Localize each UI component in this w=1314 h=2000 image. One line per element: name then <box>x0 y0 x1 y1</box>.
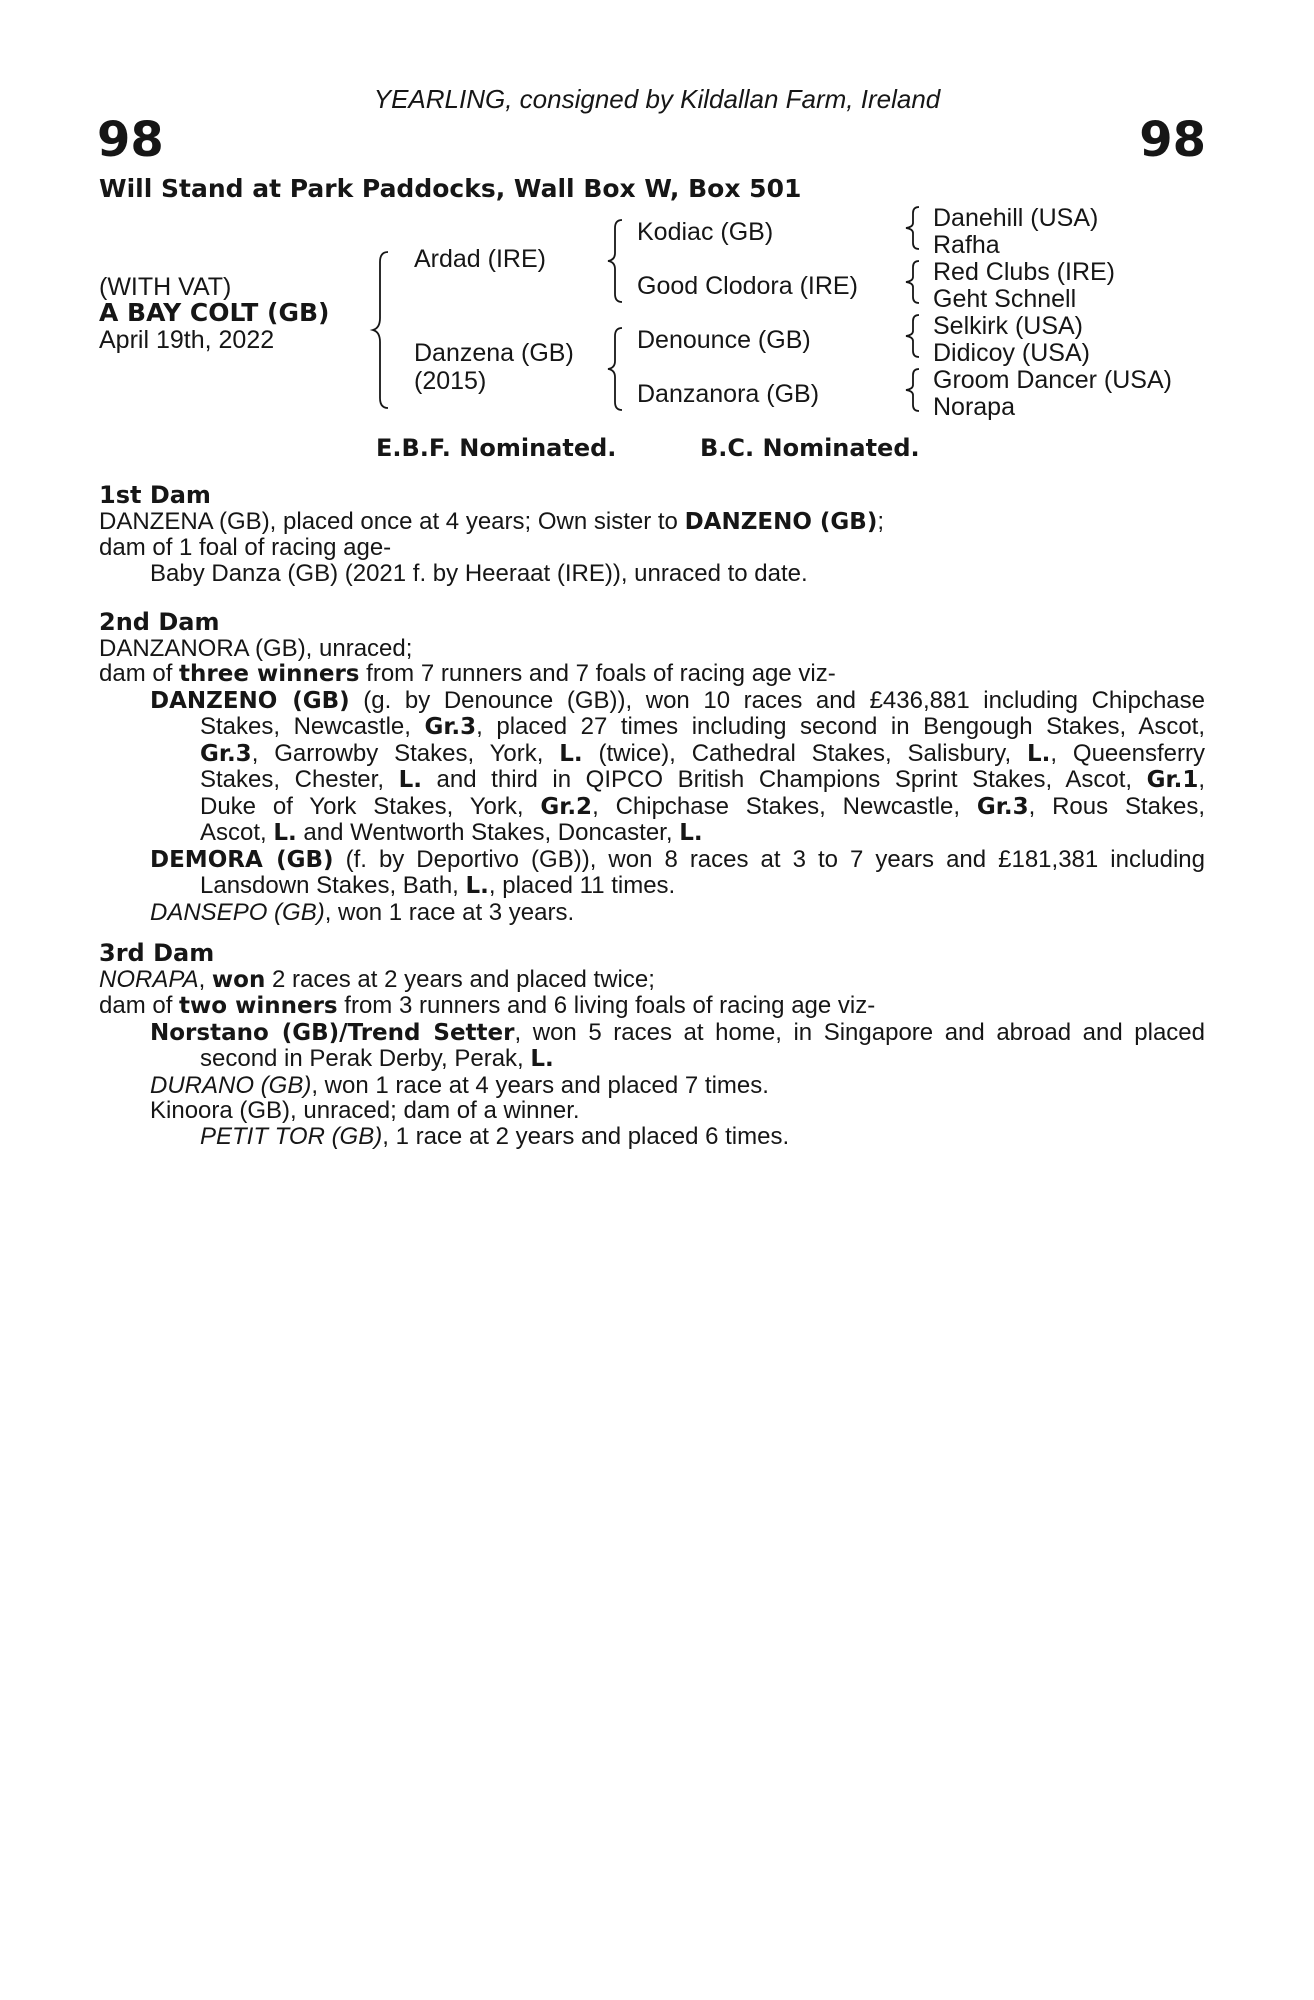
great-grandparent-5: Selkirk (USA) <box>933 312 1084 340</box>
third-dam-line-1: NORAPA, won 2 races at 2 years and placed twice; <box>99 965 655 993</box>
dam-sire: Denounce (GB) <box>637 326 811 354</box>
third-dam-produce-1-cont: second in Perak Derby, Perak, L. <box>200 1045 554 1072</box>
lot-number-right: 98 <box>1139 112 1206 168</box>
brace-denounce <box>903 313 923 359</box>
date-of-birth: April 19th, 2022 <box>99 326 275 354</box>
first-dam-line-1: DANZENA (GB), placed once at 4 years; Own sister to DANZENO (GB); <box>99 507 885 535</box>
second-dam-heading: 2nd Dam <box>99 608 220 636</box>
second-dam-line-1: DANZANORA (GB), unraced; <box>99 634 413 662</box>
brace-sire-line <box>606 218 626 304</box>
ebf-nominated: E.B.F. Nominated. <box>376 434 617 462</box>
great-grandparent-7: Groom Dancer (USA) <box>933 366 1172 394</box>
dam: Danzena (GB) <box>414 339 574 367</box>
first-dam-line-2: dam of 1 foal of racing age- <box>99 534 392 561</box>
sire-dam: Good Clodora (IRE) <box>637 272 858 300</box>
standing-location: Will Stand at Park Paddocks, Wall Box W, Box 501 <box>99 174 802 203</box>
third-dam-section <box>99 941 1205 1149</box>
second-dam-produce-2-cont: Lansdown Stakes, Bath, L., placed 11 times. <box>200 872 676 899</box>
great-grandparent-8: Norapa <box>933 393 1015 421</box>
third-dam-produce-3: Kinoora (GB), unraced; dam of a winner. <box>150 1097 580 1124</box>
second-dam-produce-3: DANSEPO (GB), won 1 race at 3 years. <box>150 898 575 926</box>
great-grandparent-6: Didicoy (USA) <box>933 339 1090 367</box>
great-grandparent-3: Red Clubs (IRE) <box>933 258 1115 286</box>
brace-kodiac <box>903 205 923 251</box>
great-grandparent-2: Rafha <box>933 231 1000 259</box>
second-dam-produce-1: DANZENO (GB) (g. by Denounce (GB)), won 10 races and £436,881 including Chipchase <box>150 686 1205 714</box>
brace-danzanora <box>903 367 923 413</box>
bc-nominated: B.C. Nominated. <box>700 434 920 462</box>
third-dam-produce-3-foal: PETIT TOR (GB), 1 race at 2 years and placed 6 times. <box>200 1122 790 1150</box>
first-dam-section <box>99 483 1205 586</box>
third-dam-produce-2: DURANO (GB), won 1 race at 4 years and placed 7 times. <box>150 1071 769 1099</box>
horse-name: A BAY COLT (GB) <box>99 298 330 327</box>
second-dam-produce-1-cont-1: Stakes, Newcastle, Gr.3, placed 27 times including second in Bengough Stakes, Ascot, <box>200 713 1206 740</box>
brace-good-clodora <box>903 259 923 305</box>
first-dam-heading: 1st Dam <box>99 481 211 509</box>
first-dam-produce-1: Baby Danza (GB) (2021 f. by Heeraat (IRE)), unraced to date. <box>150 559 808 587</box>
third-dam-heading: 3rd Dam <box>99 939 215 967</box>
second-dam-produce-1-cont-5: Ascot, L. and Wentworth Stakes, Doncaster, L. <box>200 819 703 846</box>
second-dam-line-2: dam of three winners from 7 runners and 7 foals of racing age viz- <box>99 660 836 687</box>
great-grandparent-1: Danehill (USA) <box>933 204 1099 232</box>
vat-note: (WITH VAT) <box>99 273 232 301</box>
brace-dam-line <box>606 326 626 412</box>
great-grandparent-4: Geht Schnell <box>933 285 1077 313</box>
second-dam-produce-1-cont-3: Stakes, Chester, L. and third in QIPCO British Champions Sprint Stakes, Ascot, Gr.1, <box>200 766 1206 793</box>
second-dam-produce-1-cont-4: Duke of York Stakes, York, Gr.2, Chipchase Stakes, Newcastle, Gr.3, Rous Stakes, <box>200 792 1206 820</box>
second-dam-produce-1-cont-2: Gr.3, Garrowby Stakes, York, L. (twice), Cathedral Stakes, Salisbury, L., Queensferry <box>200 739 1205 767</box>
sire: Ardad (IRE) <box>414 245 546 273</box>
brace-parents <box>372 250 392 410</box>
sire-sire: Kodiac (GB) <box>637 218 774 246</box>
second-dam-produce-2: DEMORA (GB) (f. by Deportivo (GB)), won 8 races at 3 to 7 years and £181,381 including <box>150 845 1205 873</box>
dam-year: (2015) <box>414 367 487 395</box>
consigned-by: YEARLING, consigned by Kildallan Farm, Ireland <box>373 84 941 114</box>
third-dam-produce-1: Norstano (GB)/Trend Setter, won 5 races at home, in Singapore and abroad and placed <box>150 1018 1205 1046</box>
dam-dam: Danzanora (GB) <box>637 380 820 408</box>
third-dam-line-2: dam of two winners from 3 runners and 6 living foals of racing age viz- <box>99 992 876 1019</box>
lot-number-left: 98 <box>97 112 164 168</box>
second-dam-section <box>99 610 1205 925</box>
